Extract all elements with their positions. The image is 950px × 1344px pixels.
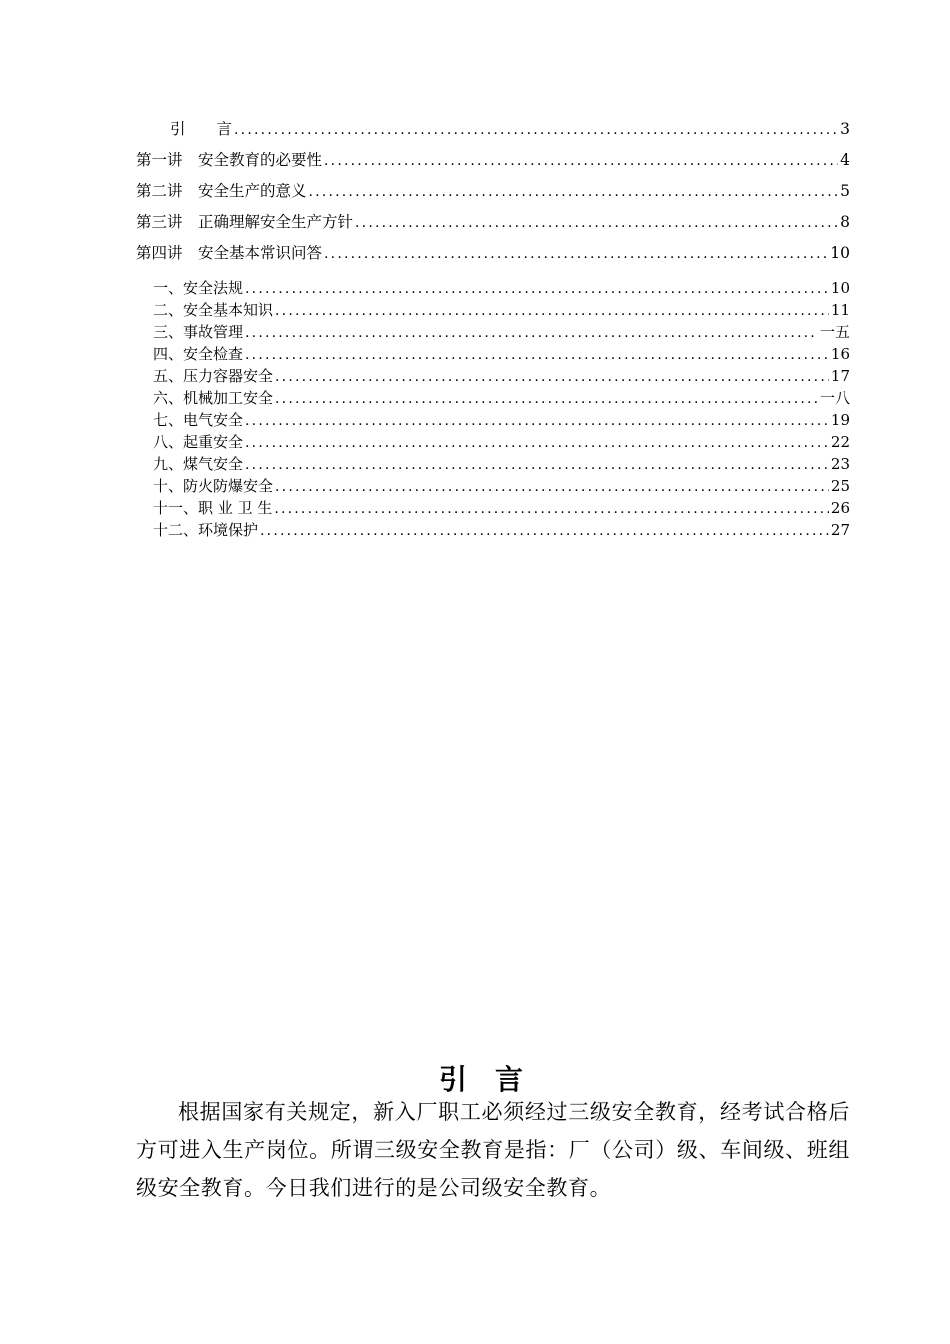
toc-entry-intro[interactable] <box>136 114 850 145</box>
toc-dot-leader <box>274 498 829 519</box>
toc-subentry-page: 一八 <box>819 389 850 407</box>
toc-entry-lecture-1[interactable] <box>136 145 850 176</box>
toc-dot-leader <box>245 322 818 343</box>
toc-subentry-page: 10 <box>830 279 850 297</box>
toc-entry-label: 第三讲 正确理解安全生产方针 <box>136 213 354 231</box>
toc-dot-leader <box>324 239 828 269</box>
toc-subentry-label: 三、事故管理 <box>153 323 244 341</box>
toc-subentry-page: 11 <box>830 301 850 319</box>
toc-dot-leader <box>275 300 829 321</box>
toc-spacer <box>136 269 850 277</box>
toc-dot-leader <box>309 177 839 207</box>
toc-subentry-page: 27 <box>830 521 850 539</box>
toc-subentry[interactable] <box>136 321 850 343</box>
toc-dot-leader <box>245 454 829 475</box>
toc-entry-page: 3 <box>840 120 850 138</box>
toc-subentry[interactable] <box>136 365 850 387</box>
intro-paragraph: 根据国家有关规定，新入厂职工必须经过三级安全教育，经考试合格后方可进入生产岗位。所谓三级安全教育是指：厂（公司）级、车间级、班组级安全教育。今日我们进行的是公司级安全教育。 <box>136 1100 850 1200</box>
toc-dot-leader <box>234 115 838 145</box>
toc-subentry-page: 一五 <box>819 323 850 341</box>
toc-dot-leader <box>275 476 829 497</box>
toc-entry-page: 4 <box>840 151 850 169</box>
toc-subentry[interactable] <box>136 475 850 497</box>
toc-subentry[interactable] <box>136 343 850 365</box>
table-of-contents <box>136 114 850 541</box>
toc-subentry-label: 五、压力容器安全 <box>153 367 274 385</box>
toc-subentry[interactable] <box>136 519 850 541</box>
toc-dot-leader <box>355 208 838 238</box>
toc-subentry[interactable] <box>136 431 850 453</box>
toc-subentry-label: 七、电气安全 <box>153 411 244 429</box>
toc-subentry-page: 19 <box>830 411 850 429</box>
toc-dot-leader <box>275 388 818 409</box>
toc-entry-page: 5 <box>840 182 850 200</box>
toc-dot-leader <box>324 146 838 176</box>
toc-dot-leader <box>245 432 829 453</box>
toc-entry-lecture-4[interactable] <box>136 238 850 269</box>
toc-subentry[interactable] <box>136 277 850 299</box>
toc-dot-leader <box>260 520 829 541</box>
toc-subentry-page: 26 <box>830 499 850 517</box>
toc-entry-label: 第一讲 安全教育的必要性 <box>136 151 323 169</box>
toc-subentry-label: 十、防火防爆安全 <box>153 477 274 495</box>
toc-subentry[interactable] <box>136 409 850 431</box>
toc-subentry-label: 四、安全检查 <box>153 345 244 363</box>
toc-subentry-label: 八、起重安全 <box>153 433 244 451</box>
toc-subentry[interactable] <box>136 299 850 321</box>
toc-subentry[interactable] <box>136 387 850 409</box>
toc-entry-label: 第四讲 安全基本常识问答 <box>136 244 323 262</box>
toc-subentry-label: 一、安全法规 <box>153 279 244 297</box>
toc-subentry-label: 十一、职 业 卫 生 <box>153 499 273 517</box>
toc-subentry-page: 23 <box>830 455 850 473</box>
toc-dot-leader <box>245 344 829 365</box>
toc-entry-label: 引 言 <box>170 120 233 138</box>
toc-subentry[interactable] <box>136 453 850 475</box>
toc-subentry-page: 22 <box>830 433 850 451</box>
toc-subentry-label: 二、安全基本知识 <box>153 301 274 319</box>
toc-subentry-page: 25 <box>830 477 850 495</box>
toc-subentry-page: 16 <box>830 345 850 363</box>
toc-entry-lecture-3[interactable] <box>136 207 850 238</box>
toc-subentry-label: 十二、环境保护 <box>153 521 259 539</box>
toc-subentry[interactable] <box>136 497 850 519</box>
toc-entry-page: 10 <box>830 244 850 262</box>
toc-entry-lecture-2[interactable] <box>136 176 850 207</box>
toc-dot-leader <box>275 366 829 387</box>
toc-subentry-page: 17 <box>830 367 850 385</box>
toc-entry-page: 8 <box>840 213 850 231</box>
toc-subentry-label: 六、机械加工安全 <box>153 389 274 407</box>
toc-subentry-label: 九、煤气安全 <box>153 455 244 473</box>
toc-dot-leader <box>245 410 829 431</box>
toc-entry-label: 第二讲 安全生产的意义 <box>136 182 307 200</box>
toc-dot-leader <box>245 278 829 299</box>
section-heading: 引言 <box>438 1063 551 1096</box>
